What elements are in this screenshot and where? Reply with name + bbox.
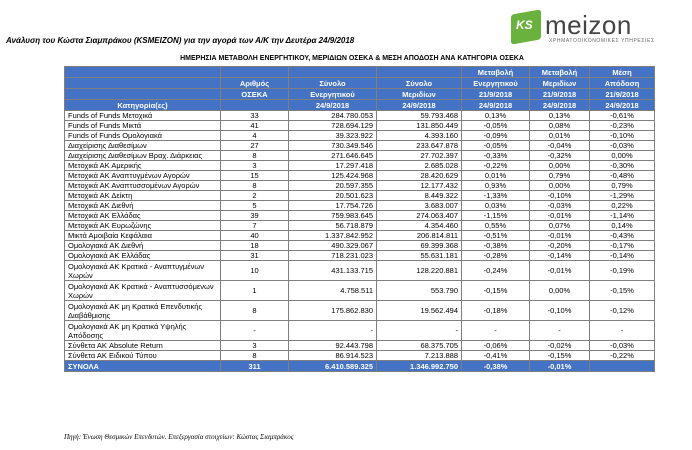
cell-count: 8 [221,351,289,361]
cell-units-change: -0,01% [530,211,590,221]
cell-units-change: 0,79% [530,171,590,181]
cell-units-change: -0,02% [530,341,590,351]
cell-units-change: -0,01% [530,261,590,281]
source-note: Πηγή: Ένωση Θεσμικών Επενδυτών. Επεξεργασία στοιχείων: Κώστας Σιαμπράκος [64,433,294,441]
total-count: 311 [221,361,289,372]
cell-assets: 20.597.355 [289,181,377,191]
table-row [65,301,655,321]
header-units-change: 21/9/2018 [530,89,590,100]
total-row [65,361,655,372]
header-row-2 [65,78,655,89]
table-row [65,221,655,231]
table-row [65,251,655,261]
cell-category: Μετοχικά ΑΚ Ελλάδας [65,211,221,221]
header-avg-return: Απόδοση [590,78,655,89]
cell-assets: 175.862.830 [289,301,377,321]
cell-units: 59.793.468 [377,111,462,121]
header-units-change: 24/9/2018 [530,100,590,111]
cell-avg-return: -0,61% [590,111,655,121]
header-row-3 [65,89,655,100]
cell-units-change: 0,01% [530,131,590,141]
header-units: Σύνολο [377,78,462,89]
header-avg-return: 21/9/2018 [590,89,655,100]
cell-assets-change: -0,05% [462,121,530,131]
cell-count: - [221,321,289,341]
cell-category: Σύνθετα ΑΚ Ειδικού Τύπου [65,351,221,361]
cell-assets-change: -0,24% [462,261,530,281]
header-assets: 24/9/2018 [289,100,377,111]
cell-units-change: 0,08% [530,121,590,131]
cell-units-change: 0,07% [530,221,590,231]
header-assets: Σύνολο [289,78,377,89]
cell-units: 19.562.494 [377,301,462,321]
cell-category: Διαχείρισης Διαθεσίμων Βραχ. Διάρκειας [65,151,221,161]
cell-avg-return: 0,00% [590,151,655,161]
cell-category: Ομολογιακά ΑΚ μη Κρατικά Επενδυτικής Διαβάθμισης [65,301,221,321]
cell-assets: 431.133.715 [289,261,377,281]
cell-units-change: -0,32% [530,151,590,161]
cell-avg-return: 0,79% [590,181,655,191]
cell-units-change: -0,15% [530,351,590,361]
cell-units: 69.399.368 [377,241,462,251]
cell-units-change: -0,10% [530,191,590,201]
table-row [65,321,655,341]
cell-assets: 4.758.511 [289,281,377,301]
cell-count: 27 [221,141,289,151]
table-row [65,201,655,211]
cell-units: 7.213.888 [377,351,462,361]
logo-badge-text: KS [516,18,533,32]
cell-category: Μετοχικά ΑΚ Διεθνή [65,201,221,211]
cell-count: 3 [221,341,289,351]
meizon-logo [509,8,689,48]
cell-assets: - [289,321,377,341]
cell-assets: 728.694.129 [289,121,377,131]
table-row [65,231,655,241]
cell-avg-return: -0,30% [590,161,655,171]
total-label: ΣΥΝΟΛΑ [65,361,221,372]
cell-category: Ομολογιακά ΑΚ Ελλάδας [65,251,221,261]
table-row [65,281,655,301]
cell-units: 4.354.460 [377,221,462,231]
cell-assets: 56.718.879 [289,221,377,231]
cell-avg-return: -0,48% [590,171,655,181]
table-row [65,191,655,201]
cell-assets: 17.754.726 [289,201,377,211]
cell-category: Funds of Funds Ομολογιακά [65,131,221,141]
cell-units: 274.063.407 [377,211,462,221]
cell-assets-change: -0,09% [462,131,530,141]
cell-assets: 284.780.053 [289,111,377,121]
cell-avg-return: -1,14% [590,211,655,221]
table-row [65,111,655,121]
cell-avg-return: -0,14% [590,251,655,261]
header-assets-change: 24/9/2018 [462,100,530,111]
header-assets: Ενεργητικού [289,89,377,100]
cell-assets-change: -0,06% [462,341,530,351]
cell-units: 128.220.881 [377,261,462,281]
logo-wordmark: meizon [545,10,632,40]
cell-units: 3.683.007 [377,201,462,211]
document-title: Ανάλυση του Κώστα Σιαμπράκου (KSMEIZON) για την αγορά των Α/Κ την Δευτέρα 24/9/2018 [6,36,355,45]
cell-assets-change: -0,22% [462,161,530,171]
cell-category: Funds of Funds Μικτά [65,121,221,131]
cell-units-change: -0,03% [530,201,590,211]
table-row [65,131,655,141]
cell-count: 8 [221,151,289,161]
cell-avg-return: 0,22% [590,201,655,211]
cell-count: 31 [221,251,289,261]
cell-units: 206.814.811 [377,231,462,241]
cell-count: 5 [221,201,289,211]
cell-count: 33 [221,111,289,121]
table-row [65,211,655,221]
logo-subtitle: ΧΡΗΜΑΤΟΟΙΚΟΝΟΜΙΚΕΣ ΥΠΗΡΕΣΙΕΣ [549,38,655,44]
cell-count: 3 [221,161,289,171]
cell-assets-change: 0,93% [462,181,530,191]
header-units: Μεριδίων [377,89,462,100]
cell-assets-change: -0,33% [462,151,530,161]
cell-avg-return: -0,03% [590,341,655,351]
cell-assets-change: 0,01% [462,171,530,181]
cell-category: Ομολογιακά ΑΚ Κρατικά - Αναπτυσσόμενων Χωρών [65,281,221,301]
total-units: 1.346.992.750 [377,361,462,372]
cell-category: Μικτά Αμοιβαία Κεφάλαια [65,231,221,241]
header-assets-change: Ενεργητικού [462,78,530,89]
cell-category: Μετοχικά ΑΚ Αναπτυσσομένων Αγορών [65,181,221,191]
table-row [65,151,655,161]
header-empty [65,78,221,89]
header-count [221,100,289,111]
cell-category: Σύνθετα ΑΚ Absolute Return [65,341,221,351]
cell-category: Μετοχικά ΑΚ Ευρωζώνης [65,221,221,231]
cell-units: 4.393.160 [377,131,462,141]
header-count: ΟΣΕΚΑ [221,89,289,100]
header-units: 24/9/2018 [377,100,462,111]
cell-count: 18 [221,241,289,251]
cell-assets-change: -1,33% [462,191,530,201]
cell-avg-return: -0,10% [590,131,655,141]
table-row [65,171,655,181]
cell-category: Διαχείρισης Διαθεσίμων [65,141,221,151]
cell-assets: 86.914.523 [289,351,377,361]
cell-units: 553.790 [377,281,462,301]
header-assets [289,67,377,78]
cell-count: 10 [221,261,289,281]
cell-units-change: -0,04% [530,141,590,151]
table-row [65,161,655,171]
cell-units: 2.685.028 [377,161,462,171]
cell-avg-return: -0,19% [590,261,655,281]
cell-count: 8 [221,181,289,191]
cell-assets: 490.329.067 [289,241,377,251]
cell-count: 40 [221,231,289,241]
cell-units: 131.850.449 [377,121,462,131]
table-row [65,261,655,281]
cell-avg-return: -0,22% [590,351,655,361]
cell-avg-return: -0,17% [590,241,655,251]
header-empty [65,67,221,78]
table-row [65,141,655,151]
header-avg-return: Μέση [590,67,655,78]
cell-category: Ομολογιακά ΑΚ Κρατικά - Αναπτυγμένων Χωρών [65,261,221,281]
cell-count: 2 [221,191,289,201]
header-row-4 [65,100,655,111]
cell-count: 41 [221,121,289,131]
cell-assets-change: -0,28% [462,251,530,261]
cell-avg-return: -0,12% [590,301,655,321]
cell-count: 8 [221,301,289,321]
table-title: ΗΜΕΡΗΣΙΑ ΜΕΤΑΒΟΛΗ ΕΝΕΡΓΗΤΙΚΟΥ, ΜΕΡΙΔΙΩΝ ΟΣΕΚΑ & ΜΕΣΗ ΑΠΟΔΟΣΗ ΑΝΑ ΚΑΤΗΓΟΡΙΑ ΟΣΕΚΑ [180,55,524,62]
table-row [65,121,655,131]
cell-units-change: -0,14% [530,251,590,261]
cell-assets-change: 0,03% [462,201,530,211]
cell-avg-return: -0,15% [590,281,655,301]
cell-assets: 17.297.418 [289,161,377,171]
cell-assets-change: - [462,321,530,341]
cell-units-change: 0,13% [530,111,590,121]
cell-count: 1 [221,281,289,301]
cell-category: Μετοχικά ΑΚ Αμερικής [65,161,221,171]
cell-assets-change: -0,51% [462,231,530,241]
cell-avg-return: -0,23% [590,121,655,131]
cell-assets: 271.646.645 [289,151,377,161]
cell-avg-return: -0,43% [590,231,655,241]
cell-count: 39 [221,211,289,221]
header-assets-change: Μεταβολή [462,67,530,78]
total-assets: 6.410.589.325 [289,361,377,372]
cell-assets: 1.337.842.952 [289,231,377,241]
cell-units-change: -0,20% [530,241,590,251]
header-units-change: Μεταβολή [530,67,590,78]
header-category: Κατηγορία(ες) [65,100,221,111]
cell-units-change: -0,10% [530,301,590,321]
cell-units-change: 0,00% [530,281,590,301]
cell-assets: 39.323.922 [289,131,377,141]
header-units-change: Μεριδίων [530,78,590,89]
cell-category: Μετοχικά ΑΚ Δείκτη [65,191,221,201]
cell-units-change: -0,01% [530,231,590,241]
total-assets-change: -0,38% [462,361,530,372]
cell-category: Μετοχικά ΑΚ Αναπτυγμένων Αγορών [65,171,221,181]
cell-category: Funds of Funds Μετοχικά [65,111,221,121]
cell-units: - [377,321,462,341]
cell-category: Ομολογιακά ΑΚ μη Κρατικά Υψηλής Απόδοσης [65,321,221,341]
cell-units-change: 0,00% [530,161,590,171]
cell-count: 4 [221,131,289,141]
table-row [65,351,655,361]
cell-assets: 718.231.023 [289,251,377,261]
cell-assets-change: -0,41% [462,351,530,361]
header-avg-return: 24/9/2018 [590,100,655,111]
cell-units: 233.647.878 [377,141,462,151]
cell-assets-change: -0,15% [462,281,530,301]
cell-units: 28.420.629 [377,171,462,181]
cell-assets-change: -0,38% [462,241,530,251]
cell-assets: 759.983.645 [289,211,377,221]
cell-units: 68.375.705 [377,341,462,351]
cell-assets: 92.443.798 [289,341,377,351]
cell-units: 12.177.432 [377,181,462,191]
table-body [65,111,655,361]
total-units-change: -0,01% [530,361,590,372]
header-assets-change: 21/9/2018 [462,89,530,100]
cell-assets: 20.501.623 [289,191,377,201]
cell-avg-return: -1,29% [590,191,655,201]
header-row-1 [65,67,655,78]
cell-units-change: 0,00% [530,181,590,191]
header-units [377,67,462,78]
cell-avg-return: 0,14% [590,221,655,231]
cell-units: 27.702.397 [377,151,462,161]
table-row [65,181,655,191]
cell-avg-return: - [590,321,655,341]
cell-assets-change: -0,18% [462,301,530,321]
cell-category: Ομολογιακά ΑΚ Διεθνή [65,241,221,251]
cell-assets-change: 0,13% [462,111,530,121]
cell-units-change: - [530,321,590,341]
header-count: Αριθμός [221,78,289,89]
cell-units: 8.449.322 [377,191,462,201]
header-count [221,67,289,78]
cell-assets: 125.424.968 [289,171,377,181]
cell-assets-change: 0,55% [462,221,530,231]
cell-count: 7 [221,221,289,231]
cell-assets-change: -1,15% [462,211,530,221]
header-empty [65,89,221,100]
cell-units: 55.631.181 [377,251,462,261]
cell-assets-change: -0,05% [462,141,530,151]
table-row [65,241,655,251]
table-row [65,341,655,351]
total-avg-return [590,361,655,372]
cell-count: 15 [221,171,289,181]
funds-table [64,66,655,372]
cell-avg-return: -0,03% [590,141,655,151]
cell-assets: 730.349.546 [289,141,377,151]
